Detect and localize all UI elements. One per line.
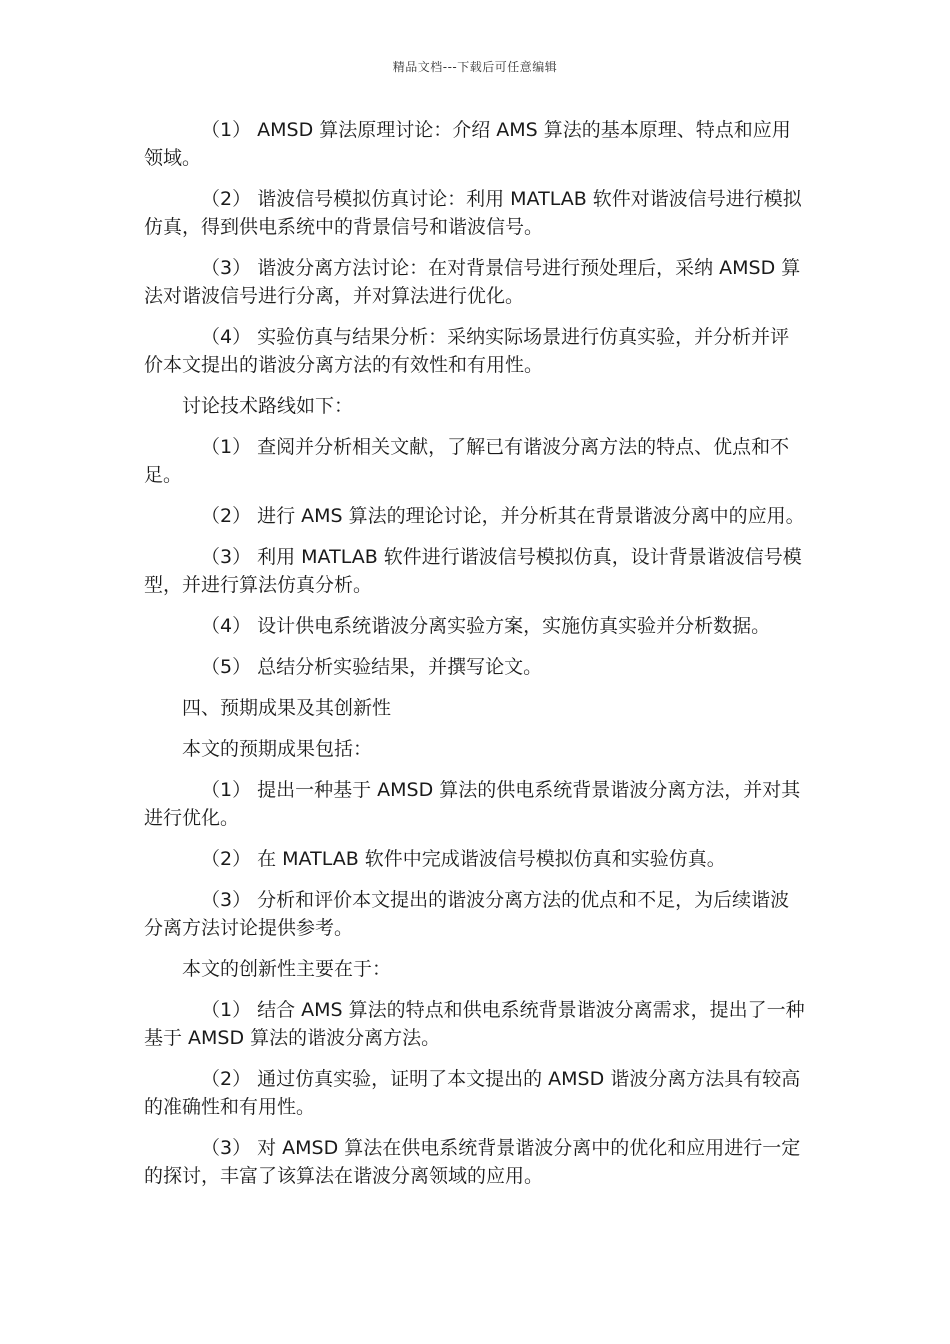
paragraph-innovation-3: （3） 对 AMSD 算法在供电系统背景谐波分离中的优化和应用进行一定的探讨，丰富了该算法在谐波分离领域的应用。	[144, 1137, 801, 1187]
section-heading: 四、预期成果及其创新性	[182, 697, 392, 719]
paragraph-innovation-1: （1） 结合 AMS 算法的特点和供电系统背景谐波分离需求，提出了一种基于 AMSD 算法的谐波分离方法。	[144, 999, 805, 1049]
paragraph-route-1: （1） 查阅并分析相关文献，了解已有谐波分离方法的特点、优点和不足。	[144, 436, 790, 486]
paragraph-method-4: （4） 实验仿真与结果分析：采纳实际场景进行仿真实验，并分析并评价本文提出的谐波分离方法的有效性和有用性。	[144, 326, 790, 376]
paragraph-route-4: （4） 设计供电系统谐波分离实验方案，实施仿真实验并分析数据。	[201, 615, 771, 637]
results-intro: 本文的预期成果包括：	[182, 738, 373, 760]
paragraph-result-2: （2） 在 MATLAB 软件中完成谐波信号模拟仿真和实验仿真。	[201, 848, 726, 870]
paragraph-method-1: （1） AMSD 算法原理讨论：介绍 AMS 算法的基本原理、特点和应用领域。	[144, 119, 791, 169]
paragraph-route-5: （5） 总结分析实验结果，并撰写论文。	[201, 656, 543, 678]
paragraph-method-3: （3） 谐波分离方法讨论：在对背景信号进行预处理后，采纳 AMSD 算法对谐波信号进行分离，并对算法进行优化。	[144, 257, 801, 307]
paragraph-route-3: （3） 利用 MATLAB 软件进行谐波信号模拟仿真，设计背景谐波信号模型，并进行算法仿真分析。	[144, 546, 802, 596]
paragraph-method-2: （2） 谐波信号模拟仿真讨论：利用 MATLAB 软件对谐波信号进行模拟仿真，得到供电系统中的背景信号和谐波信号。	[144, 188, 802, 238]
innovation-intro: 本文的创新性主要在于：	[182, 958, 392, 980]
document-body	[144, 116, 808, 1203]
paragraph-route-2: （2） 进行 AMS 算法的理论讨论，并分析其在背景谐波分离中的应用。	[201, 505, 805, 527]
paragraph-innovation-2: （2） 通过仿真实验，证明了本文提出的 AMSD 谐波分离方法具有较高的准确性和有用性。	[144, 1068, 801, 1118]
paragraph-result-3: （3） 分析和评价本文提出的谐波分离方法的优点和不足，为后续谐波分离方法讨论提供参考。	[144, 889, 790, 939]
paragraph-result-1: （1） 提出一种基于 AMSD 算法的供电系统背景谐波分离方法，并对其进行优化。	[144, 779, 801, 829]
route-intro: 讨论技术路线如下：	[182, 395, 354, 417]
page-header: 精品文档---下载后可任意编辑	[392, 60, 558, 74]
